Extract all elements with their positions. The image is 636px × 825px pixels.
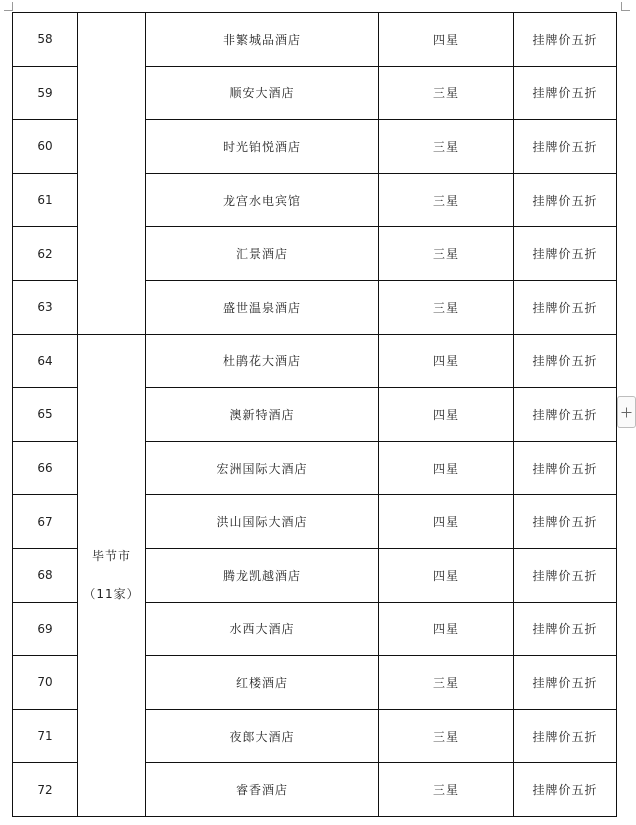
- hotel-star: 三星: [379, 656, 514, 710]
- row-number: 69: [13, 602, 78, 656]
- hotel-discount: 挂牌价五折: [514, 709, 617, 763]
- hotel-name: 汇景酒店: [146, 227, 379, 281]
- row-number: 68: [13, 548, 78, 602]
- hotel-star: 四星: [379, 548, 514, 602]
- city-name: 毕节市: [91, 549, 131, 564]
- page-corner-mark: [4, 2, 13, 11]
- hotel-discount: 挂牌价五折: [514, 280, 617, 334]
- hotel-star: 三星: [379, 66, 514, 120]
- hotel-name: 时光铂悦酒店: [146, 120, 379, 174]
- hotel-star: 三星: [379, 763, 514, 817]
- hotel-star: 四星: [379, 334, 514, 388]
- hotel-star: 三星: [379, 280, 514, 334]
- hotel-discount: 挂牌价五折: [514, 763, 617, 817]
- plus-icon: [621, 407, 632, 418]
- table-row: [13, 13, 617, 67]
- hotel-name: 夜郎大酒店: [146, 709, 379, 763]
- hotel-discount: 挂牌价五折: [514, 656, 617, 710]
- hotel-name: 杜鹃花大酒店: [146, 334, 379, 388]
- hotel-discount: 挂牌价五折: [514, 66, 617, 120]
- hotel-name: 水西大酒店: [146, 602, 379, 656]
- hotel-star: 三星: [379, 120, 514, 174]
- hotel-star: 四星: [379, 495, 514, 549]
- row-number: 59: [13, 66, 78, 120]
- hotel-name: 红楼酒店: [146, 656, 379, 710]
- hotel-name: 龙宫水电宾馆: [146, 173, 379, 227]
- hotel-star: 三星: [379, 709, 514, 763]
- hotel-name: 盛世温泉酒店: [146, 280, 379, 334]
- city-hotel-count: （11家）: [83, 587, 140, 602]
- row-number: 66: [13, 441, 78, 495]
- hotel-discount: 挂牌价五折: [514, 13, 617, 67]
- hotel-star: 四星: [379, 441, 514, 495]
- row-number: 71: [13, 709, 78, 763]
- row-number: 72: [13, 763, 78, 817]
- page-corner-mark: [621, 2, 630, 11]
- hotel-discount: 挂牌价五折: [514, 548, 617, 602]
- hotel-name: 澳新特酒店: [146, 388, 379, 442]
- city-cell-previous: [78, 13, 146, 335]
- row-number: 60: [13, 120, 78, 174]
- row-number: 70: [13, 656, 78, 710]
- table-row: [13, 334, 617, 388]
- hotel-name: 顺安大酒店: [146, 66, 379, 120]
- hotel-discount: 挂牌价五折: [514, 441, 617, 495]
- row-number: 62: [13, 227, 78, 281]
- hotel-discount: 挂牌价五折: [514, 388, 617, 442]
- hotel-name: 睿香酒店: [146, 763, 379, 817]
- hotel-discount: 挂牌价五折: [514, 602, 617, 656]
- row-number: 61: [13, 173, 78, 227]
- hotel-name: 洪山国际大酒店: [146, 495, 379, 549]
- row-number: 65: [13, 388, 78, 442]
- hotel-table: [12, 12, 617, 817]
- hotel-discount: 挂牌价五折: [514, 173, 617, 227]
- hotel-discount: 挂牌价五折: [514, 227, 617, 281]
- hotel-star: 四星: [379, 388, 514, 442]
- row-number: 58: [13, 13, 78, 67]
- hotel-star: 四星: [379, 13, 514, 67]
- hotel-discount: 挂牌价五折: [514, 495, 617, 549]
- city-cell: [78, 334, 146, 816]
- hotel-name: 非繁城品酒店: [146, 13, 379, 67]
- hotel-discount: 挂牌价五折: [514, 120, 617, 174]
- row-number: 67: [13, 495, 78, 549]
- row-number: 63: [13, 280, 78, 334]
- hotel-name: 腾龙凯越酒店: [146, 548, 379, 602]
- hotel-name: 宏洲国际大酒店: [146, 441, 379, 495]
- hotel-star: 四星: [379, 602, 514, 656]
- hotel-star: 三星: [379, 227, 514, 281]
- row-number: 64: [13, 334, 78, 388]
- hotel-discount: 挂牌价五折: [514, 334, 617, 388]
- hotel-star: 三星: [379, 173, 514, 227]
- add-row-button[interactable]: [617, 396, 636, 428]
